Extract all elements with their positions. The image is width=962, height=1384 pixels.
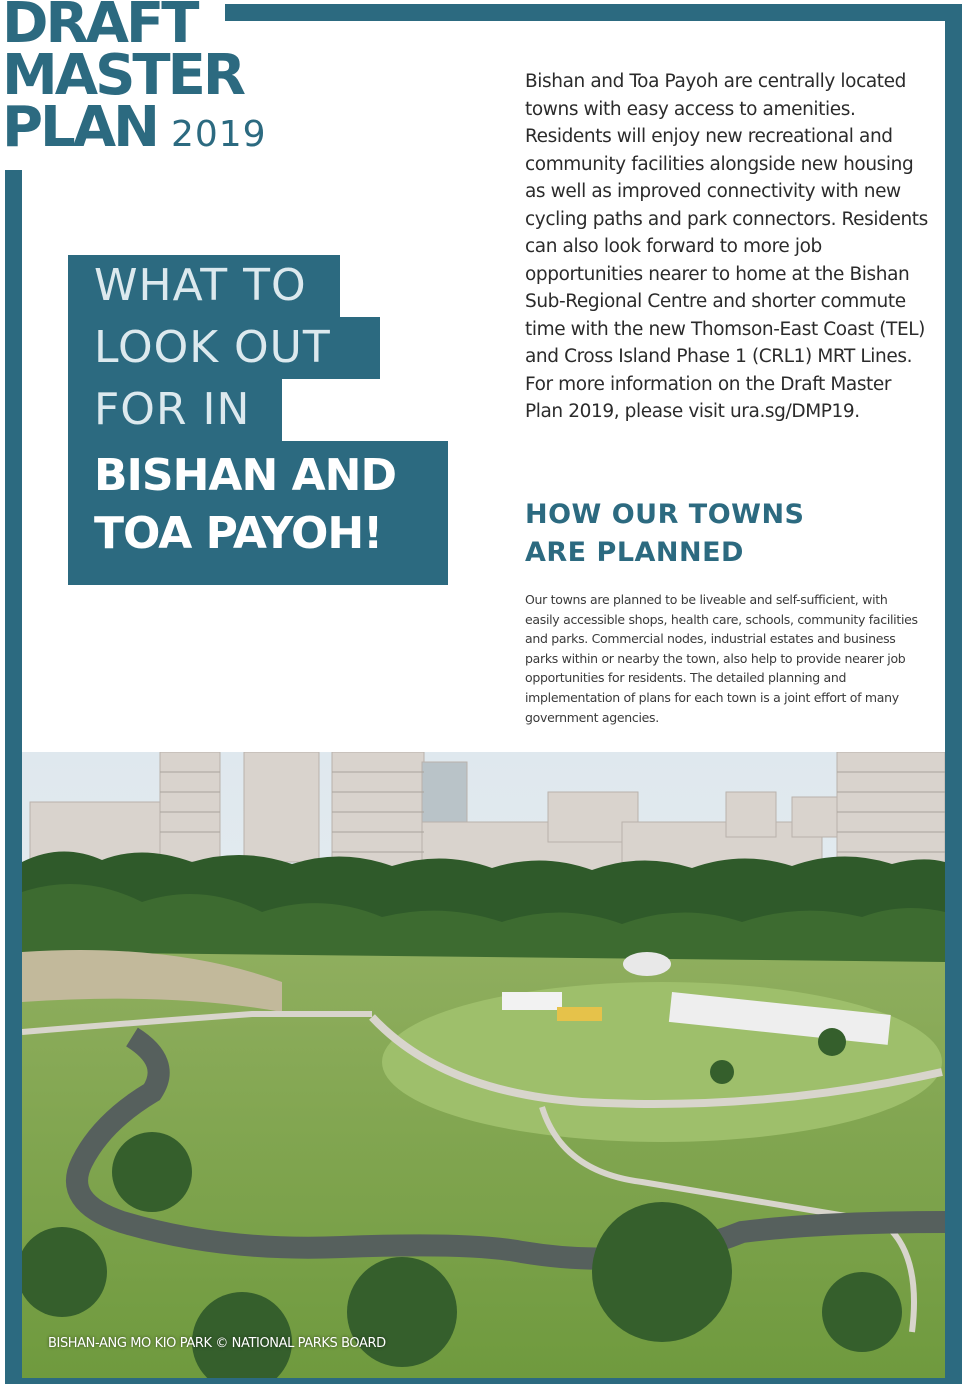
logo-word-master: MASTER — [2, 43, 243, 108]
frame-bottom-bar — [5, 1378, 962, 1384]
frame-right-bar — [945, 4, 962, 1380]
logo-word-plan — [2, 95, 267, 161]
headline-line-2: LOOK OUT — [68, 317, 380, 379]
section-heading-line-1: HOW OUR TOWNS — [525, 499, 805, 530]
logo-word-plan-text: PLAN — [2, 95, 157, 160]
section-heading — [525, 496, 905, 572]
photo-caption: BISHAN-ANG MO KIO PARK © NATIONAL PARKS BOARD — [48, 1336, 386, 1351]
logo-word-draft: DRAFT — [2, 0, 197, 56]
section-heading-line-2: ARE PLANNED — [525, 537, 744, 568]
logo-year: 2019 — [170, 114, 267, 155]
section-body-paragraph: Our towns are planned to be liveable and self-sufficient, with easily accessible shops, health care, schools, community facilities and parks. Commercial nodes, industrial estates and business parks within or nearby the town, also help to provide nearer job opportunities for residents. The detailed planning and implementation of plans for each town is a joint effort of many government agencies. — [525, 592, 918, 725]
frame-top-bar — [225, 4, 962, 21]
headline-line-3: FOR IN — [68, 379, 282, 441]
dmp-logo — [2, 0, 267, 161]
park-photo-illustration — [22, 752, 945, 1378]
headline-line-5: TOA PAYOH! — [68, 505, 448, 585]
headline-line-4: BISHAN AND — [68, 441, 448, 505]
headline-line-1: WHAT TO — [68, 255, 340, 317]
frame-left-bar — [5, 170, 22, 1380]
headline-box — [68, 255, 448, 585]
park-photo — [22, 752, 945, 1378]
intro-paragraph: Bishan and Toa Payoh are centrally located towns with easy access to amenities. Residents will enjoy new recreational and community facilities alongside new housing as well as improved connectivity with new cycling paths and park connectors. Residents can also look forward to more job opportunities nearer to home at the Bishan Sub-Regional Centre and shorter commute time with the new Thomson-East Coast (TEL) and Cross Island Phase 1 (CRL1) MRT Lines. For more information on the Draft Master Plan 2019, please visit ura.sg/DMP19. — [525, 71, 928, 422]
